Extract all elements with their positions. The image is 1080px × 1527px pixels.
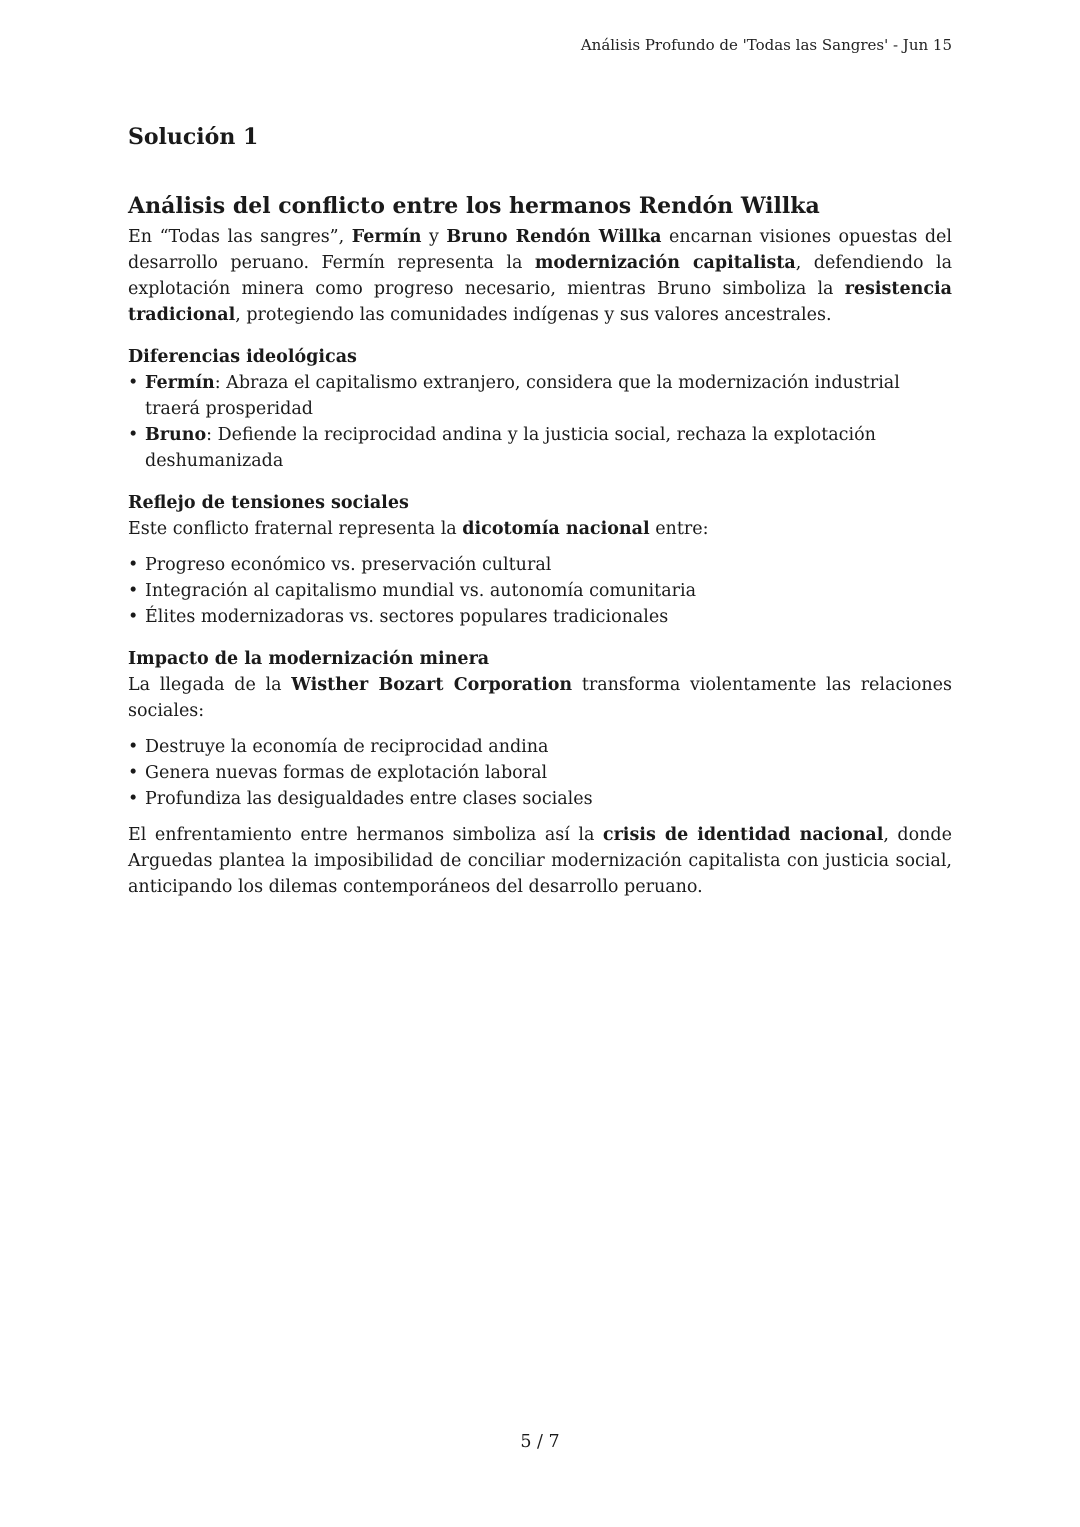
- mining-text: La llegada de la: [128, 675, 292, 695]
- ideological-list: [128, 370, 952, 474]
- intro-paragraph: [128, 224, 952, 328]
- item-name: Fermín: [145, 373, 215, 393]
- page-number: 5 / 7: [520, 1432, 560, 1452]
- tensions-bold: dicotomía nacional: [462, 519, 650, 539]
- ideological-heading: Diferencias ideológicas: [128, 347, 357, 367]
- tensions-list: [128, 552, 952, 630]
- tensions-heading: Reflejo de tensiones sociales: [128, 493, 409, 513]
- intro-text: , protegiendo las comunidades indígenas y sus valores ancestrales.: [235, 305, 832, 325]
- item-name: Bruno: [145, 425, 207, 445]
- tensions-text: Este conflicto fraternal representa la: [128, 519, 463, 539]
- intro-bold-fermin: Fermín: [351, 227, 422, 247]
- mining-list: [128, 734, 952, 812]
- list-item: • Progreso económico vs. preservación cultural: [128, 552, 952, 578]
- mining-text: transforma violentamente las relaciones sociales:: [128, 675, 952, 721]
- solution-title: Solución 1: [128, 124, 259, 150]
- item-text: : Defiende la reciprocidad andina y la justicia social, rechaza la explotación deshumanizada: [145, 425, 876, 471]
- running-header: Análisis Profundo de 'Todas las Sangres' - Jun 15: [580, 36, 952, 54]
- list-item: • Destruye la economía de reciprocidad andina: [128, 734, 952, 760]
- intro-text: y: [421, 227, 447, 247]
- intro-text: En “Todas las sangres”,: [128, 227, 352, 247]
- list-item: [128, 370, 952, 422]
- mining-heading: Impacto de la modernización minera: [128, 649, 490, 669]
- closing-bold: crisis de identidad nacional: [602, 825, 884, 845]
- intro-bold-bruno: Bruno Rendón Willka: [446, 227, 662, 247]
- tensions-intro: [128, 516, 952, 542]
- closing-text: El enfrentamiento entre hermanos simboliza así la: [128, 825, 603, 845]
- intro-bold-resistance: resistencia tradicional: [128, 279, 952, 325]
- list-item: • Genera nuevas formas de explotación laboral: [128, 760, 952, 786]
- list-item: • Profundiza las desigualdades entre clases sociales: [128, 786, 952, 812]
- intro-bold-modernization: modernización capitalista: [534, 253, 796, 273]
- closing-text: , donde Arguedas plantea la imposibilidad de conciliar modernización capitalista con justicia social, anticipando los dilemas contemporáneos del desarrollo peruano.: [128, 825, 952, 897]
- list-item: • Élites modernizadoras vs. sectores populares tradicionales: [128, 604, 952, 630]
- section-title: Análisis del conflicto entre los hermanos Rendón Willka: [128, 193, 820, 219]
- list-item: • Integración al capitalismo mundial vs. autonomía comunitaria: [128, 578, 952, 604]
- mining-bold: Wisther Bozart Corporation: [291, 675, 573, 695]
- item-text: : Abraza el capitalismo extranjero, considera que la modernización industrial traerá prosperidad: [145, 373, 900, 419]
- page-content: [128, 120, 952, 900]
- closing-paragraph: [128, 822, 952, 900]
- mining-intro: [128, 672, 952, 724]
- intro-text: , defendiendo la explotación minera como progreso necesario, mientras Bruno simboliza la: [128, 253, 953, 299]
- intro-text: encarnan visiones opuestas del desarrollo peruano. Fermín representa la: [128, 227, 952, 273]
- list-item: [128, 422, 952, 474]
- tensions-text: entre:: [649, 519, 709, 539]
